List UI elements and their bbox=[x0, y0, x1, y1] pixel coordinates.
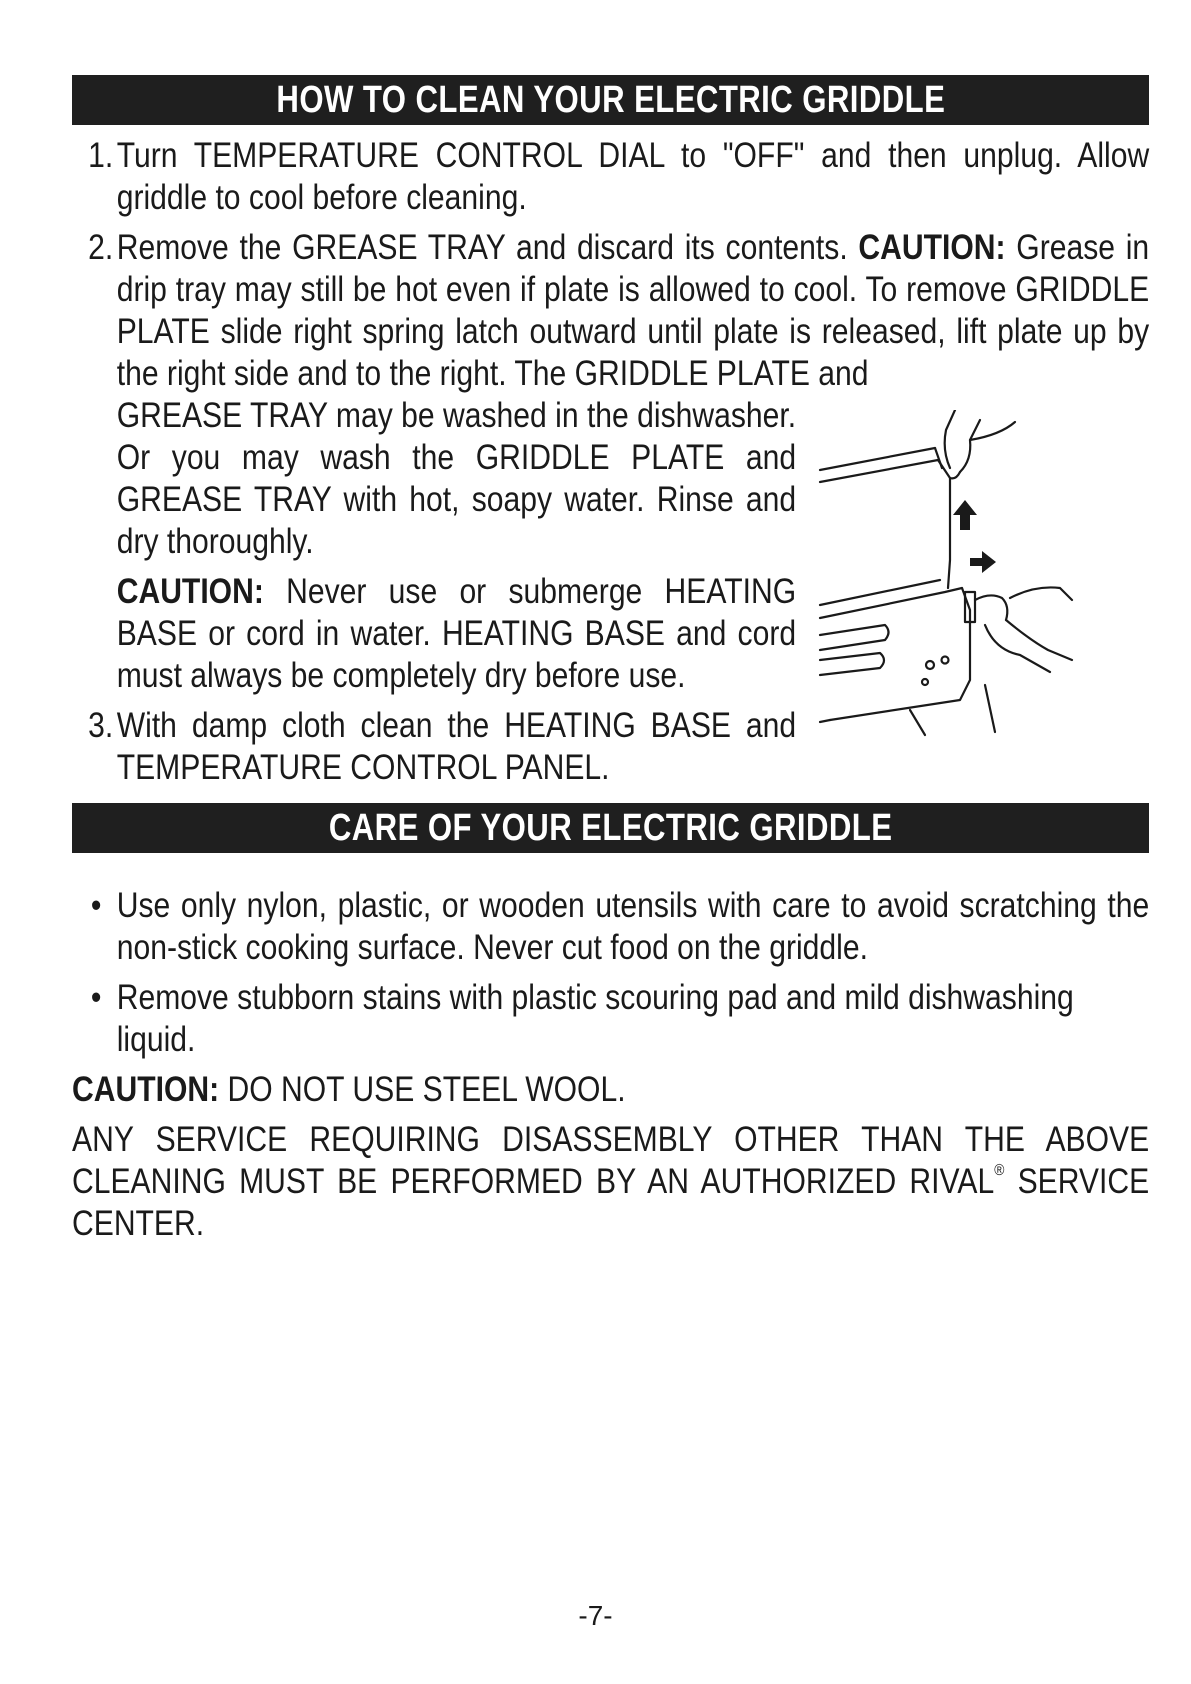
section-title: HOW TO CLEAN YOUR ELECTRIC GRIDDLE bbox=[276, 79, 945, 121]
caution-label: CAUTION: bbox=[858, 228, 1006, 267]
step-number: 3. bbox=[88, 706, 114, 745]
step-text: Turn TEMPERATURE CONTROL DIAL to "OFF" and then unplug. Allow griddle to cool before cleaning. bbox=[116, 136, 1150, 217]
base-body bbox=[830, 588, 970, 720]
plate-top-edge bbox=[820, 448, 935, 470]
step-2 bbox=[72, 227, 1149, 395]
upper-hand bbox=[960, 420, 980, 472]
base-top-edge bbox=[820, 580, 940, 605]
section-header-how-to-clean bbox=[72, 75, 1149, 125]
caution-label: CAUTION: bbox=[72, 1070, 220, 1109]
lower-hand bbox=[985, 625, 1050, 672]
control-dot bbox=[942, 657, 949, 664]
section-title: CARE OF YOUR ELECTRIC GRIDDLE bbox=[328, 807, 893, 849]
step-number: 1. bbox=[88, 136, 114, 175]
base-foot bbox=[820, 720, 830, 722]
base-leg bbox=[910, 710, 925, 735]
step-text: With damp cloth clean the HEATING BASE and TEMPERATURE CONTROL PANEL. bbox=[116, 706, 797, 787]
base-handle-outline bbox=[820, 653, 884, 675]
care-bullet bbox=[72, 885, 1149, 969]
service-text-end: SERVICE CENTER. bbox=[72, 1162, 1150, 1243]
step-3-body bbox=[117, 705, 796, 789]
caution-text: Never use or submerge HEATING BASE or cord in water. HEATING BASE and cord must always be completely dry before use. bbox=[116, 572, 797, 695]
care-bullet bbox=[72, 977, 1149, 1061]
bullet-dot: • bbox=[90, 978, 102, 1017]
base-handle-outline bbox=[820, 625, 889, 650]
service-text: ANY SERVICE REQUIRING DISASSEMBLY OTHER THAN THE ABOVE CLEANING MUST BE PERFORMED BY AN AUTHORIZED RIVAL bbox=[72, 1120, 1150, 1201]
bullet-dot: • bbox=[90, 886, 102, 925]
step-2-dishwasher-text bbox=[117, 395, 796, 563]
plate-corner bbox=[935, 448, 942, 468]
bullet-text: Remove stubborn stains with plastic scouring pad and mild dishwashing liquid. bbox=[116, 978, 1074, 1059]
step-text: Grease in drip tray may still be hot even if plate is allowed to cool. To remove GRIDDLE PLATE slide right spring latch outward until plate is released, lift plate up by the right side and to the right. The GRIDDLE PLATE and bbox=[116, 228, 1150, 393]
right-arrow-icon bbox=[970, 551, 996, 573]
up-arrow-icon bbox=[953, 500, 977, 530]
lower-hand bbox=[1010, 587, 1072, 600]
registered-mark: ® bbox=[994, 1162, 1005, 1179]
step-1 bbox=[72, 135, 1149, 219]
base-leg bbox=[985, 685, 995, 732]
bullet-text: Use only nylon, plastic, or wooden utensils with care to avoid scratching the non-stick cooking surface. Never cut food on the griddle. bbox=[116, 886, 1150, 967]
plate-top-edge bbox=[820, 460, 938, 482]
control-dot bbox=[922, 679, 928, 685]
caution-label: CAUTION: bbox=[116, 572, 264, 611]
control-dot bbox=[926, 661, 934, 669]
step-text: Remove the GREASE TRAY and discard its contents. bbox=[116, 228, 848, 267]
step-number: 2. bbox=[88, 228, 114, 267]
step-2-caution-block bbox=[117, 571, 796, 697]
griddle-plate-removal-illustration bbox=[810, 410, 1130, 790]
step-text: GREASE TRAY may be washed in the dishwasher. Or you may wash the GRIDDLE PLATE and GREASE TRAY with hot, soapy water. Rinse and dry thoroughly. bbox=[116, 396, 797, 561]
section-header-care bbox=[72, 803, 1149, 853]
steel-wool-caution bbox=[72, 1069, 1149, 1111]
care-content bbox=[72, 877, 1149, 1245]
page-number: -7- bbox=[578, 1600, 613, 1631]
caution-text: DO NOT USE STEEL WOOL. bbox=[227, 1070, 626, 1109]
upper-hand bbox=[945, 410, 955, 468]
lower-hand bbox=[975, 595, 1007, 620]
base-top-edge bbox=[820, 588, 962, 618]
service-notice bbox=[72, 1119, 1149, 1245]
upper-hand-finger bbox=[950, 472, 960, 478]
plate-right-edge bbox=[938, 460, 950, 588]
